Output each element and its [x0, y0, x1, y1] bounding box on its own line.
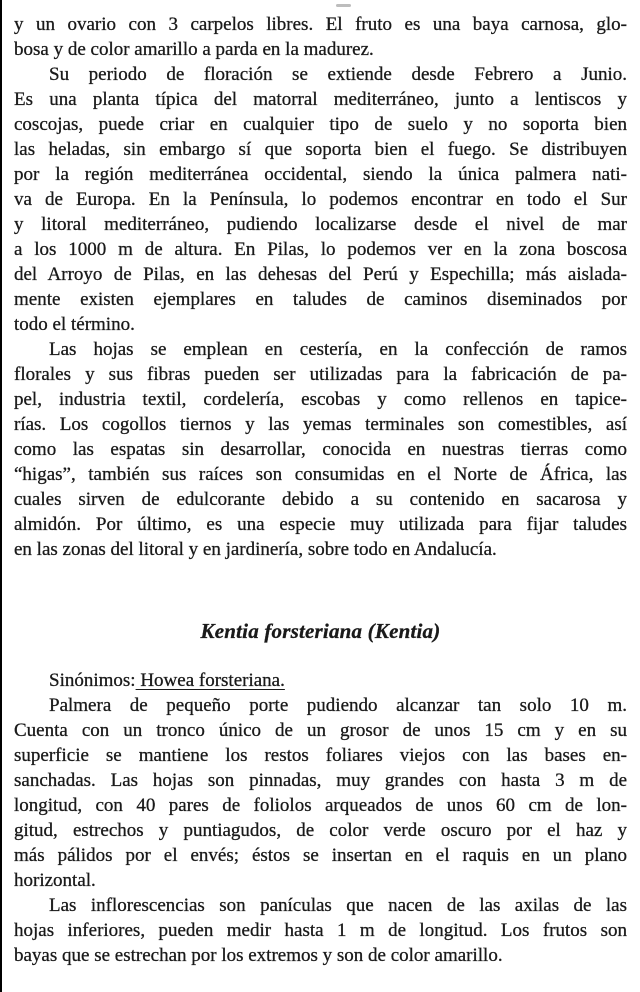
- text-line: bosa y de color amarillo a parda en la madurez.: [14, 39, 374, 60]
- paragraph: [14, 337, 627, 562]
- text-line: Las hojas se emplean en cestería, en la confección de ramos: [49, 339, 627, 360]
- text-line: va de Europa. En la Península, lo podemos encontrar en todo el Sur: [14, 189, 627, 210]
- text-line: Las inflorescencias son panículas que nacen de las axilas de las: [49, 895, 627, 916]
- text-line: coscojas, puede criar en cualquier tipo de suelo y no soporta bien: [14, 114, 627, 135]
- text-line: Palmera de pequeño porte pudiendo alcanzar tan solo 10 m.: [49, 695, 627, 716]
- text-line: gitud, estrechos y puntiagudos, de color verde oscuro por el haz y: [14, 820, 627, 841]
- text-line: en las zonas del litoral y en jardinería, sobre todo en Andalucía.: [14, 539, 497, 560]
- text-line: a los 1000 m de altura. En Pilas, lo podemos ver en la zona boscosa: [14, 239, 627, 260]
- text-line: sanchadas. Las hojas son pinnadas, muy grandes con hasta 3 m de: [14, 770, 627, 791]
- text-line: como las espatas sin desarrollar, conocida en nuestras tierras como: [14, 439, 627, 460]
- paragraph: [14, 893, 627, 968]
- text-line: “higas”, también sus raíces son consumidas en el Norte de África, las: [14, 464, 627, 485]
- text-line: y litoral mediterráneo, pudiendo localizarse desde el nivel de mar: [14, 214, 627, 235]
- text-line: más pálidos por el envés; éstos se insertan en el raquis en un plano: [14, 845, 627, 866]
- text-line: todo el término.: [14, 314, 135, 335]
- text-line: del Arroyo de Pilas, en las dehesas del Perú y Espechilla; más aislada-: [14, 264, 627, 285]
- synonyms-label: Sinónimos:: [49, 670, 136, 691]
- text-line: las heladas, sin embargo sí que soporta bien el fuego. Se distribuyen: [14, 139, 627, 160]
- text-line: Cuenta con un tronco único de un grosor de unos 15 cm y en su: [14, 720, 627, 741]
- paragraph: [14, 12, 627, 62]
- scan-edge-artifact: [0, 0, 2, 992]
- text-line: bayas que se estrechan por los extremos y son de color amarillo.: [14, 945, 503, 966]
- scan-speck-artifact: [336, 4, 351, 7]
- text-line: horizontal.: [14, 870, 96, 891]
- synonyms-line: [14, 668, 627, 693]
- text-line: superficie se mantiene los restos foliares viejos con las bases en-: [14, 745, 627, 766]
- paragraphs-top: [14, 12, 627, 562]
- text-line: y un ovario con 3 carpelos libres. El fruto es una baya carnosa, glo-: [14, 14, 627, 35]
- text-line: almidón. Por último, es una especie muy utilizada para fijar taludes: [14, 514, 627, 535]
- text-line: Es una planta típica del matorral mediterráneo, junto a lentiscos y: [14, 89, 627, 110]
- text-line: mente existen ejemplares en taludes de caminos diseminados por: [14, 289, 627, 310]
- text-line: pel, industria textil, cordelería, escobas y como rellenos en tapice-: [14, 389, 627, 410]
- text-line: longitud, con 40 pares de foliolos arqueados de unos 60 cm de lon-: [14, 795, 627, 816]
- text-line: hojas inferiores, pueden medir hasta 1 m de longitud. Los frutos son: [14, 920, 627, 941]
- synonyms-value: Howea forsteriana.: [135, 670, 285, 691]
- section-heading: Kentia forsteriana (Kentia): [200, 619, 441, 643]
- page-text: [14, 12, 627, 968]
- text-line: florales y sus fibras pueden ser utilizadas para la fabricación de pa-: [14, 364, 627, 385]
- paragraphs-bottom: [14, 693, 627, 968]
- text-line: cuales sirven de edulcorante debido a su contenido en sacarosa y: [14, 489, 627, 510]
- paragraph: [14, 62, 627, 337]
- text-line: por la región mediterránea occidental, siendo la única palmera nati-: [14, 164, 627, 185]
- paragraph: [14, 693, 627, 893]
- text-line: rías. Los cogollos tiernos y las yemas terminales son comestibles, así: [14, 414, 627, 435]
- text-line: Su periodo de floración se extiende desde Febrero a Junio.: [49, 64, 627, 85]
